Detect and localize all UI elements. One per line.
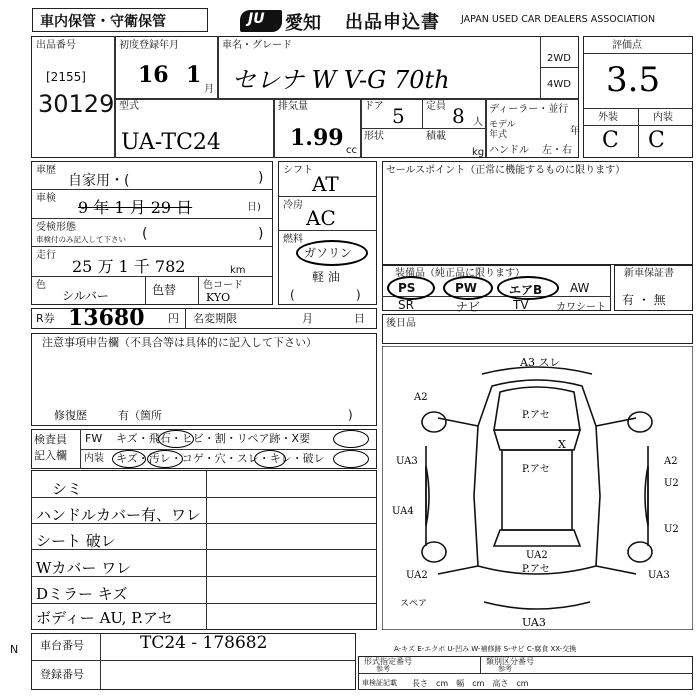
- color-code-label: 色コード: [203, 280, 243, 291]
- lot-number: 30129: [38, 90, 115, 118]
- name-change-day: 日: [354, 312, 365, 325]
- car-damage-diagram: [382, 346, 693, 630]
- right-door-outline: [645, 466, 648, 526]
- damage-legend: A-キズ E-エクボ U-凹み W-補修跡 S-サビ C-腐食 XX-交換: [394, 645, 577, 653]
- plate-label: 登録番号: [40, 668, 84, 681]
- inspector-note: シート 破レ: [36, 532, 116, 550]
- inspector-row2: キズ・汚レ・コゲ・穴・スレ・キレ・破レ: [116, 452, 325, 465]
- left-door-outline: [426, 466, 429, 526]
- circle-scratch: [112, 450, 146, 468]
- capacity-unit: 人: [473, 117, 483, 128]
- inspector-note: ハンドルカバー有、ワレ: [36, 506, 202, 524]
- car-name-label: 車名・グレード: [222, 40, 292, 51]
- circle-stain: [147, 450, 183, 468]
- notes-label: 注意事項申告欄（不具合等は具体的に記入して下さい）: [42, 336, 317, 349]
- car-name-value: セレナ W V-G 70th: [232, 66, 450, 94]
- type-ref-label: 類別区分番号: [486, 657, 534, 666]
- color-label: 色: [36, 280, 46, 291]
- roof: [502, 450, 572, 530]
- diagram-right-ua3: UA3: [648, 570, 670, 581]
- type-ref-ref: 参考: [498, 665, 512, 673]
- rear-window: [494, 530, 580, 546]
- registration-month-unit: 月: [204, 84, 214, 95]
- divider: [540, 67, 579, 68]
- exterior-label: 外装: [598, 112, 618, 123]
- divider: [273, 98, 275, 158]
- divider: [217, 36, 219, 98]
- inspector-label2: 記入欄: [34, 449, 67, 462]
- model-year-unit: 年: [570, 126, 580, 137]
- inspector-row2-head: 内装: [84, 453, 104, 464]
- handle-label: ハンドル: [489, 145, 529, 156]
- model-year-label2: 年式: [489, 130, 508, 140]
- equipment-item-pw: PW: [455, 281, 478, 295]
- aftermarket-label: 後日品: [386, 318, 416, 329]
- interior-grade: C: [648, 128, 665, 153]
- diagram-spare: スペア: [400, 599, 428, 609]
- equipment-item-tv: TV: [513, 298, 529, 312]
- circle-x-required: [333, 430, 369, 448]
- repair-close-paren: ): [348, 408, 353, 422]
- divider: [100, 633, 101, 690]
- aircon-value: AC: [306, 206, 336, 230]
- chassis-label: 車台番号: [40, 639, 84, 652]
- model-value: UA-TC24: [121, 130, 221, 155]
- diagram-roof: P.アセ: [522, 464, 550, 475]
- wheel-rear-right: [628, 542, 652, 562]
- sales-point-section: [382, 161, 693, 265]
- fuel-label: 燃料: [283, 234, 303, 245]
- ju-logo-mark: JU: [248, 11, 265, 27]
- diagram-left-ua3: UA3: [396, 456, 418, 467]
- diagram-right-u2a: U2: [664, 478, 679, 489]
- inspector-note: Dミラー キズ: [36, 585, 128, 603]
- cert-size-label: 車検証記載: [362, 679, 397, 687]
- diagram-left-a2: A2: [414, 392, 428, 403]
- repair-value: 有（箇所: [118, 409, 162, 422]
- circle-tear: [333, 450, 369, 468]
- equipment-item-aw: AW: [570, 281, 590, 295]
- mileage-value: 25 万 1 千 782: [72, 257, 186, 276]
- right-side: [596, 418, 648, 574]
- divider: [278, 230, 377, 231]
- spec-ref-label: 形式指定番号: [364, 657, 412, 666]
- shape-label: 形状: [364, 131, 384, 142]
- acceptance-paren-close: ): [258, 226, 264, 242]
- doors-label: ドア: [364, 101, 384, 112]
- inspector-note: ボディー AU, P.アセ: [36, 609, 173, 627]
- history-label: 車歴: [36, 165, 56, 176]
- mileage-label: 走行: [36, 250, 56, 261]
- diagram-left-ua2: UA2: [406, 570, 428, 581]
- name-change-month: 月: [302, 312, 313, 325]
- equipment-item-airbag: エアB: [509, 283, 543, 297]
- inspector-label1: 検査員: [34, 433, 67, 446]
- inspection-value: 9 年 1 月 29 日: [78, 198, 193, 217]
- equipment-ps-circle: [387, 276, 435, 300]
- color-change-label: 色替: [152, 283, 177, 297]
- sales-point-label: セールスポイント（正常に機能するものに限ります）: [386, 165, 626, 176]
- divider: [31, 218, 273, 219]
- diagram-trunk-b: P.アセ: [522, 564, 550, 575]
- margin-mark: N: [10, 643, 19, 656]
- spec-ref-ref: 参考: [376, 665, 390, 673]
- divider: [278, 196, 377, 197]
- divider: [114, 98, 579, 100]
- repair-label: 修復歴: [54, 409, 87, 422]
- exterior-grade: C: [602, 128, 619, 153]
- lot-label: 出品番号: [36, 40, 76, 51]
- divider: [31, 246, 273, 247]
- divider: [185, 308, 186, 329]
- shift-label: シフト: [283, 165, 313, 176]
- capacity-label: 定員: [426, 101, 446, 112]
- divider: [360, 128, 485, 129]
- equipment-airbag-circle: [497, 276, 559, 300]
- dealer-label: ディーラー・並行: [489, 104, 569, 115]
- recycle-label: R券: [36, 312, 55, 325]
- fuel-paren-open: (: [290, 288, 295, 302]
- doors-value: 5: [392, 104, 405, 128]
- mileage-unit: km: [230, 265, 246, 276]
- fuel-diesel: 軽 油: [312, 270, 340, 284]
- storage-title: 車内保管・守衛保管: [40, 14, 166, 30]
- evaluation-score: 3.5: [606, 60, 661, 100]
- drive-2wd: 2WD: [547, 53, 571, 64]
- grid-line: [31, 497, 377, 498]
- capacity-value: 8: [452, 104, 465, 128]
- registration-month: 1: [186, 62, 202, 88]
- displacement-unit: cc: [346, 145, 357, 156]
- divider: [358, 673, 693, 674]
- divider: [198, 276, 199, 305]
- recycle-unit: 円: [168, 312, 179, 325]
- equipment-item-seat: カワシート: [556, 302, 606, 313]
- fuel-paren-close: ): [356, 288, 361, 302]
- rear-bumper: [484, 602, 590, 609]
- form-title: 出品申込書: [345, 12, 440, 33]
- inspector-row1: キズ・飛石・ヒビ・割・リペア跡・X要: [116, 432, 311, 445]
- inspection-unit: 日): [247, 202, 261, 213]
- aircon-label: 冷房: [283, 200, 303, 211]
- equipment-pw-circle: [443, 276, 493, 300]
- windshield: [494, 430, 580, 450]
- history-value: 自家用・(: [68, 173, 130, 189]
- inspector-note: Wカバー ワレ: [36, 559, 132, 577]
- divider: [583, 53, 693, 54]
- divider: [638, 108, 639, 158]
- inspection-label: 車検: [36, 193, 56, 204]
- model-year-label1: モデル: [489, 120, 516, 130]
- wheel-rear-left: [422, 542, 446, 562]
- model-label: 型式: [119, 101, 139, 112]
- diagram-right-a2: A2: [664, 456, 678, 467]
- acceptance-note: 車検付のみ記入して下さい: [36, 235, 126, 244]
- load-unit: kg: [472, 147, 485, 158]
- circle-stone-chip: [158, 430, 194, 448]
- diagram-hood: P.アセ: [522, 410, 550, 421]
- diagram-mark-x: X: [558, 438, 566, 451]
- left-side: [426, 418, 478, 574]
- name-change-label: 名変期限: [193, 312, 237, 325]
- diagram-trunk-a: UA2: [526, 550, 548, 561]
- divider: [145, 276, 146, 305]
- displacement-value: 1.99: [290, 125, 344, 151]
- new-warranty-label: 新車保証書: [624, 268, 674, 279]
- logo-region: 愛知: [285, 13, 321, 34]
- association-name: JAPAN USED CAR DEALERS ASSOCIATION: [461, 14, 656, 25]
- wheel-front-right: [628, 412, 652, 432]
- acceptance-paren-open: (: [142, 226, 148, 242]
- circle-wear: [254, 450, 286, 468]
- chassis-value: TC24 - 178682: [140, 633, 268, 653]
- grid-line: [206, 470, 207, 630]
- color-code-value: KYO: [206, 291, 231, 304]
- lot-small-number: [2155]: [46, 70, 86, 84]
- acceptance-label: 受検形態: [36, 222, 76, 233]
- diagram-right-u2b: U2: [664, 524, 679, 535]
- new-warranty-value: 有 ・ 無: [622, 293, 666, 307]
- interior-label: 内装: [653, 112, 673, 123]
- wheel-front-left: [422, 412, 446, 432]
- inspector-row1-head: FW: [85, 432, 103, 445]
- history-close-paren: ): [258, 170, 264, 186]
- evaluation-label: 評価点: [612, 40, 642, 51]
- cert-size-dims: 長さ cm 幅 cm 高さ cm: [412, 679, 529, 688]
- diagram-left-ua4: UA4: [392, 506, 414, 517]
- fuel-gasoline: ガソリン: [304, 246, 353, 260]
- divider: [422, 98, 423, 128]
- aftermarket-section: [382, 314, 693, 344]
- drive-4wd: 4WD: [547, 79, 571, 90]
- divider: [31, 660, 356, 661]
- divider: [480, 656, 481, 673]
- load-label: 積載: [426, 131, 446, 142]
- equipment-item-sr: SR: [398, 298, 414, 312]
- registration-label: 初度登録年月: [119, 40, 179, 51]
- displacement-label: 排気量: [278, 101, 308, 112]
- diagram-rear: UA3: [522, 616, 546, 629]
- inspector-note: シミ: [52, 480, 83, 498]
- hood: [494, 387, 580, 430]
- divider: [485, 98, 487, 158]
- diagram-top: A3 スレ: [520, 356, 561, 369]
- equipment-item-navi: ナビ: [456, 300, 481, 314]
- registration-year: 16: [138, 62, 169, 88]
- handle-value: 左・右: [542, 145, 572, 156]
- equipment-label: 装備品（純正品に限ります）: [395, 268, 525, 279]
- shift-value: AT: [312, 172, 339, 196]
- recycle-value: 13680: [68, 305, 145, 331]
- equipment-item-ps: PS: [398, 281, 416, 295]
- color-value: シルバー: [62, 289, 109, 303]
